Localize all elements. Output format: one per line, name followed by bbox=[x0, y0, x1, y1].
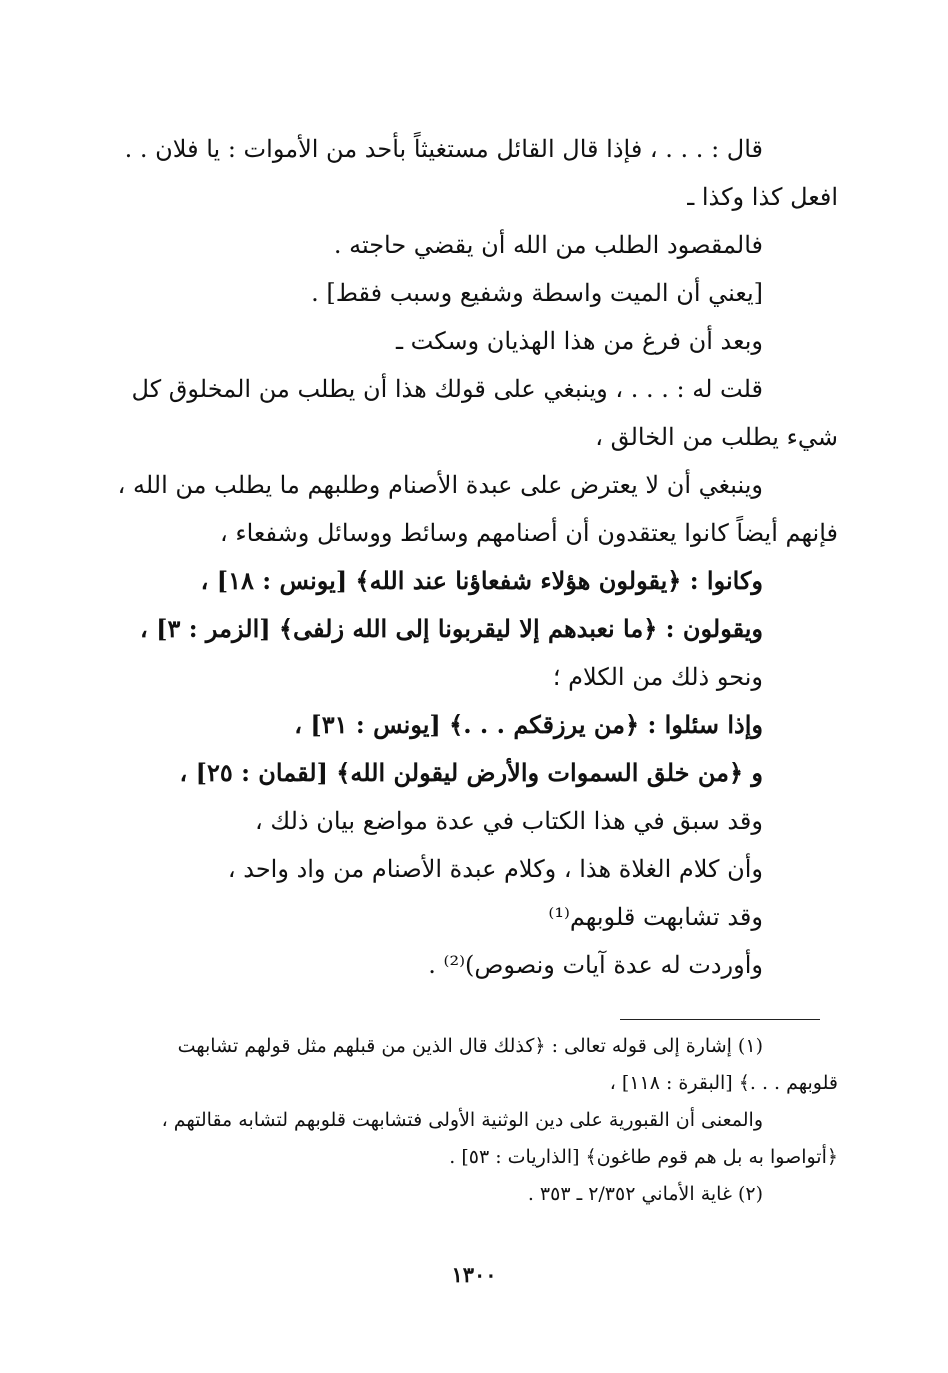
text-line: وكانوا : ﴿يقولون هؤلاء شفعاؤنا عند الله﴾ [يونس : ١٨] ، bbox=[200, 566, 763, 595]
text-line: وأن كلام الغلاة هذا ، وكلام عبدة الأصنام من واد واحد ، bbox=[227, 855, 763, 883]
text-line: ونحو ذلك من الكلام ؛ bbox=[552, 663, 763, 691]
footnote-line: (١) إشارة إلى قوله تعالى : ﴿كذلك قال الذين من قبلهم مثل قولهم تشابهت bbox=[177, 1035, 763, 1057]
text-line: قال : . . . ، فإذا قال القائل مستغيثاً بأحد من الأموات : يا فلان . . bbox=[124, 135, 763, 163]
text-line: شيء يطلب من الخالق ، bbox=[595, 423, 838, 451]
text-line: فالمقصود الطلب من الله أن يقضي حاجته . bbox=[333, 231, 763, 259]
page-number: ١٣٠٠ bbox=[451, 1262, 497, 1287]
text-line: وقد تشابهت قلوبهم⁽¹⁾ bbox=[548, 903, 763, 931]
footnote-line: (٢) غاية الأماني ٢/٣٥٢ ـ ٣٥٣ . bbox=[527, 1183, 763, 1205]
footnote-divider bbox=[620, 1019, 820, 1020]
text-line: وبعد أن فرغ من هذا الهذيان وسكت ـ bbox=[395, 327, 763, 355]
text-line: و ﴿من خلق السموات والأرض ليقولن الله﴾ [لقمان : ٢٥] ، bbox=[179, 758, 763, 787]
footnote-line: قلوبهم . . .﴾ [البقرة : ١١٨] ، bbox=[609, 1072, 838, 1094]
text-line: افعل كذا وكذا ـ bbox=[687, 183, 838, 211]
footnote-line: والمعنى أن القبورية على دين الوثنية الأولى فتشابهت قلوبهم لتشابه مقالتهم ، bbox=[161, 1109, 763, 1131]
text-line: قلت له : . . . ، وينبغي على قولك هذا أن يطلب من المخلوق كل bbox=[131, 375, 763, 403]
footnote-line: ﴿أتواصوا به بل هم قوم طاغون﴾ [الذاريات : ٥٣] . bbox=[449, 1146, 838, 1168]
text-line: وأوردت له عدة آيات ونصوص)⁽²⁾ . bbox=[428, 951, 763, 979]
text-line: [يعني أن الميت واسطة وشفيع وسبب فقط] . bbox=[311, 279, 763, 307]
text-line: فإنهم أيضاً كانوا يعتقدون أن أصنامهم وسائط ووسائل وشفعاء ، bbox=[219, 519, 838, 547]
main-text bbox=[100, 125, 838, 989]
text-line: ويقولون : ﴿ما نعبدهم إلا ليقربونا إلى الله زلفى﴾ [الزمر : ٣] ، bbox=[139, 614, 763, 643]
text-line: وقد سبق في هذا الكتاب في عدة مواضع بيان ذلك ، bbox=[255, 807, 763, 835]
text-line: وإذا سئلوا : ﴿من يرزقكم . . .﴾ [يونس : ٣١] ، bbox=[294, 710, 763, 739]
footnotes bbox=[100, 1028, 838, 1213]
text-line: وينبغي أن لا يعترض على عبدة الأصنام وطلبهم ما يطلب من الله ، bbox=[117, 471, 763, 499]
